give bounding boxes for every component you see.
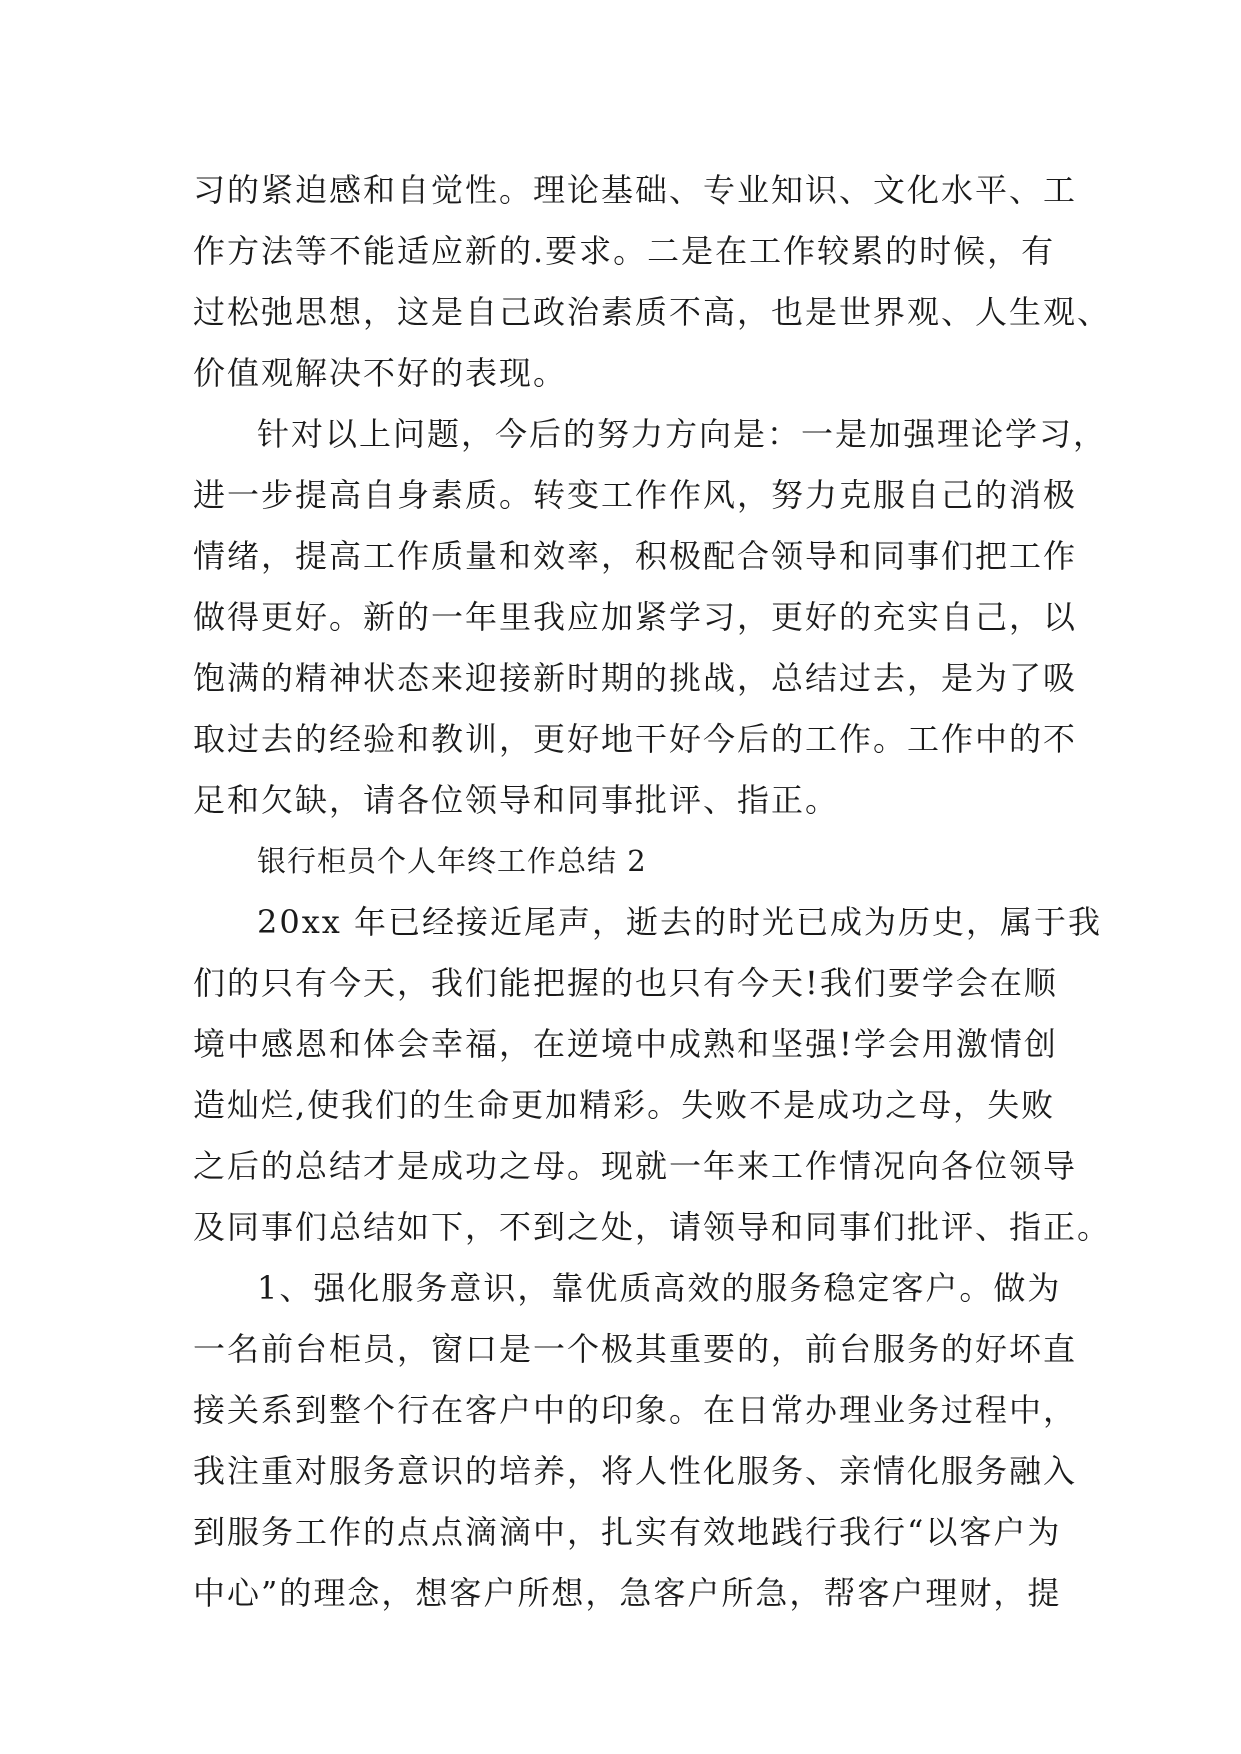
text-line: 造灿烂,使我们的生命更加精彩。失败不是成功之母，失败	[193, 1086, 1056, 1124]
text-line: 中心”的理念，想客户所想，急客户所急，帮客户理财，提	[193, 1574, 1062, 1612]
text-line: 之后的总结才是成功之母。现就一年来工作情况向各位领导	[193, 1147, 1078, 1185]
text-line: 们的只有今天，我们能把握的也只有今天!我们要学会在顺	[193, 964, 1058, 1002]
document-page	[193, 160, 1112, 1624]
text-line: 做得更好。新的一年里我应加紧学习，更好的充实自己，以	[193, 598, 1078, 636]
text-line: 情绪，提高工作质量和效率，积极配合领导和同事们把工作	[193, 537, 1078, 575]
text-line: 到服务工作的点点滴滴中，扎实有效地践行我行“以客户为	[193, 1513, 1062, 1551]
text-line: 作方法等不能适应新的.要求。二是在工作较累的时候，有	[193, 232, 1056, 270]
text-line: 一名前台柜员，窗口是一个极其重要的，前台服务的好坏直	[193, 1330, 1078, 1368]
text-line: 进一步提高自身素质。转变工作作风，努力克服自己的消极	[193, 476, 1078, 514]
text-line: 过松弛思想，这是自己政治素质不高，也是世界观、人生观、	[193, 293, 1112, 331]
text-line: 境中感恩和体会幸福，在逆境中成熟和坚强!学会用激情创	[193, 1025, 1058, 1063]
text-line: 足和欠缺，请各位领导和同事批评、指正。	[193, 781, 840, 819]
text-line: 我注重对服务意识的培养，将人性化服务、亲情化服务融入	[193, 1452, 1078, 1490]
text-line: 取过去的经验和教训，更好地干好今后的工作。工作中的不	[193, 720, 1078, 758]
section-heading: 银行柜员个人年终工作总结 2	[257, 844, 647, 878]
text-line: 及同事们总结如下，不到之处，请领导和同事们批评、指正。	[193, 1208, 1112, 1246]
text-line: 1、强化服务意识，靠优质高效的服务稳定客户。做为	[257, 1269, 1062, 1307]
text-line: 习的紧迫感和自觉性。理论基础、专业知识、文化水平、工	[193, 171, 1078, 209]
text-line: 20xx 年已经接近尾声，逝去的时光已成为历史，属于我	[257, 903, 1102, 941]
text-line: 饱满的精神状态来迎接新时期的挑战，总结过去，是为了吸	[193, 659, 1078, 697]
text-line: 针对以上问题，今后的努力方向是：一是加强理论学习，	[257, 415, 1108, 453]
text-line: 接关系到整个行在客户中的印象。在日常办理业务过程中，	[193, 1391, 1078, 1429]
text-line: 价值观解决不好的表现。	[193, 354, 568, 392]
